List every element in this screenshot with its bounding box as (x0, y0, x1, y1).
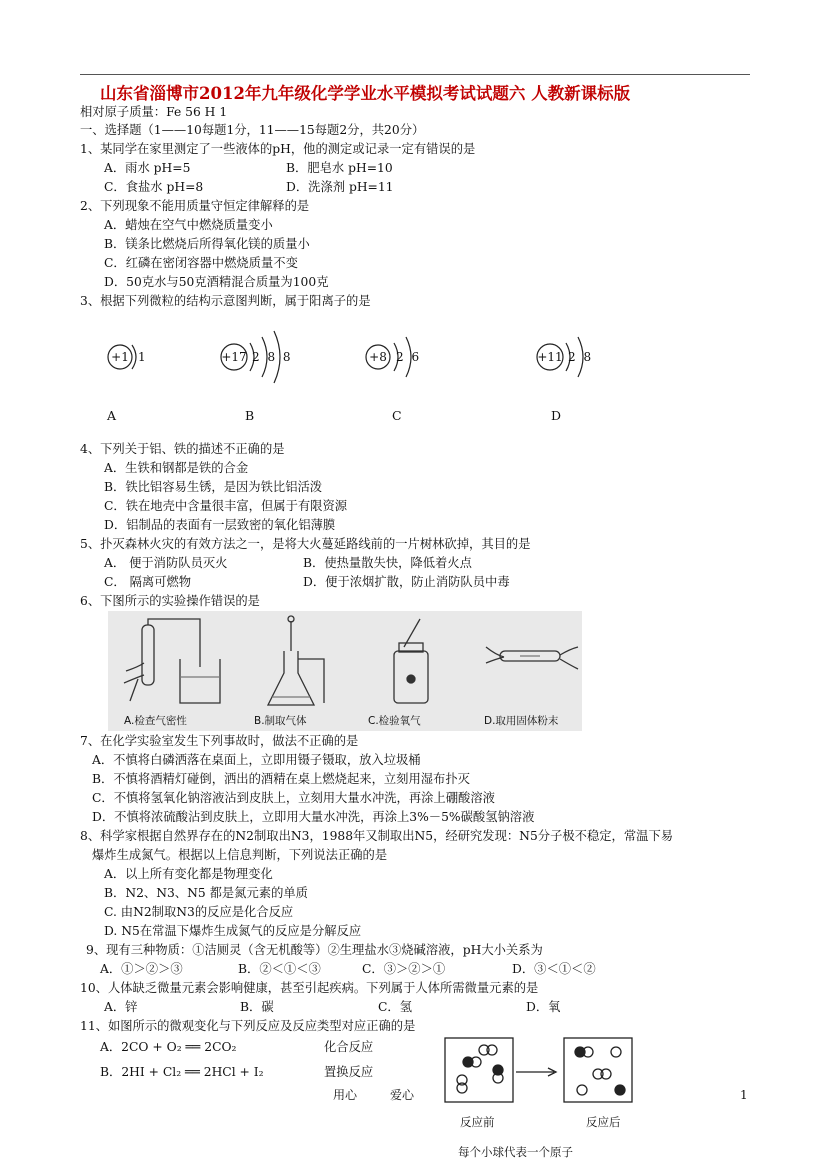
shells-b: 2 8 8 (252, 350, 293, 364)
nucleus-a: +1 (111, 350, 129, 364)
q1-option-c: C．食盐水 pH=8 (104, 180, 204, 194)
nucleus-d: +11 (537, 350, 563, 364)
header-rule (80, 74, 750, 75)
diagram-a (108, 345, 146, 369)
q9-option-a: A．①＞②＞③ (100, 962, 183, 976)
q8-option-d: D. N5在常温下爆炸生成氮气的反应是分解反应 (104, 924, 362, 938)
page-number: 1 (740, 1088, 748, 1102)
lab-caption-c: C.检验氧气 (368, 715, 421, 727)
q6-stem: 6、下图所示的实验操作错误的是 (80, 594, 260, 608)
q3-stem: 3、根据下列微粒的结构示意图判断，属于阳离子的是 (80, 294, 371, 308)
q1-option-d: D．洗涤剂 pH=11 (286, 180, 394, 194)
q10-option-a: A．锌 (104, 1000, 138, 1014)
q10-stem: 10、人体缺乏微量元素会影响健康，甚至引起疾病。下列属于人体所需微量元素的是 (80, 981, 539, 995)
q4-option-c: C．铁在地壳中含量很丰富，但属于有限资源 (104, 499, 348, 513)
before-box (445, 1038, 513, 1102)
q8-option-b: B．N2、N3、N5 都是氮元素的单质 (104, 886, 308, 900)
q11-type-b: 置换反应 (324, 1065, 374, 1079)
diagram-d (537, 337, 593, 377)
page-title: 山东省淄博市2012年九年级化学学业水平模拟考试试题六 人教新课标版 (100, 84, 631, 103)
lab-caption-a: A.检查气密性 (124, 715, 187, 727)
after-label: 反应后 (586, 1115, 621, 1129)
q9-option-b: B．②＜①＜③ (238, 962, 321, 976)
atomic-structure-diagrams (100, 325, 660, 395)
q11-equation-b: B．2HI + Cl₂ ══ 2HCl + I₂ (100, 1065, 264, 1079)
q2-option-c: C．红磷在密闭容器中燃烧质量不变 (104, 256, 298, 270)
q8-stem-line1: 8、科学家根据自然界存在的N2制取出N3，1988年又制取出N5，经研究发现：N5分子极不稳定，常温下易 (80, 829, 674, 843)
q2-option-d: D．50克水与50克酒精混合质量为100克 (104, 275, 329, 289)
q3-label-d: D (551, 408, 562, 423)
q1-stem: 1、某同学在家里测定了一些液体的pH，他的测定或记录一定有错误的是 (80, 142, 476, 156)
q5-option-a: A． 便于消防队员灭火 (104, 556, 228, 570)
micro-reaction-figure (440, 1034, 640, 1164)
q11-type-a: 化合反应 (324, 1040, 374, 1054)
q7-option-a: A．不慎将白磷洒落在桌面上，立即用镊子镊取，放入垃圾桶 (92, 753, 421, 767)
q10-option-c: C．氢 (378, 1000, 413, 1014)
nucleus-b: +17 (221, 350, 247, 364)
footer-left: 用心 (333, 1088, 358, 1102)
q3-label-c: C (392, 408, 402, 423)
q5-stem: 5、扑灭森林火灾的有效方法之一，是将大火蔓延路线前的一片树林砍掉，其目的是 (80, 537, 531, 551)
q1-option-a: A．雨水 pH=5 (104, 161, 191, 175)
q4-stem: 4、下列关于铝、铁的描述不正确的是 (80, 442, 285, 456)
after-box (564, 1038, 632, 1102)
nucleus-c: +8 (369, 350, 387, 364)
q2-stem: 2、下列现象不能用质量守恒定律解释的是 (80, 199, 310, 213)
q4-option-d: D．铝制品的表面有一层致密的氧化铝薄膜 (104, 518, 336, 532)
diagram-b (221, 331, 293, 383)
q4-option-b: B．铁比铝容易生锈，是因为铁比铝活泼 (104, 480, 323, 494)
q5-option-b: B．使热量散失快，降低着火点 (303, 556, 472, 570)
q2-option-b: B．镁条比燃烧后所得氧化镁的质量小 (104, 237, 310, 251)
q1-option-b: B．肥皂水 pH=10 (286, 161, 393, 175)
q7-stem: 7、在化学实验室发生下列事故时，做法不正确的是 (80, 734, 359, 748)
q10-option-b: B．碳 (240, 1000, 274, 1014)
lab-caption-b: B.制取气体 (254, 715, 307, 727)
diagram-c (366, 337, 421, 377)
atomic-mass-line: 相对原子质量：Fe 56 H 1 (80, 105, 228, 119)
lab-operations-figure (108, 611, 582, 731)
q3-label-b: B (245, 408, 255, 423)
q8-option-c: C. 由N2制取N3的反应是化合反应 (104, 905, 294, 919)
q3-label-a: A (107, 408, 117, 423)
footer-right: 爱心 (390, 1088, 415, 1102)
before-label: 反应前 (460, 1115, 495, 1129)
atom-legend: 每个小球代表一个原子 (458, 1145, 573, 1159)
q11-stem: 11、如图所示的微观变化与下列反应及反应类型对应正确的是 (80, 1019, 416, 1033)
q7-option-b: B．不慎将酒精灯碰倒，洒出的酒精在桌上燃烧起来，立刻用湿布扑灭 (92, 772, 470, 786)
q9-option-c: C．③＞②＞① (362, 962, 446, 976)
q8-stem-line2: 爆炸生成氮气。根据以上信息判断，下列说法正确的是 (92, 848, 388, 862)
q8-option-a: A．以上所有变化都是物理变化 (104, 867, 273, 881)
q5-option-c: C． 隔离可燃物 (104, 575, 192, 589)
q4-option-a: A．生铁和钢都是铁的合金 (104, 461, 249, 475)
q10-option-d: D．氧 (526, 1000, 561, 1014)
shells-c: 2 6 (396, 350, 422, 364)
q7-option-c: C．不慎将氢氧化钠溶液沾到皮肤上，立刻用大量水冲洗，再涂上硼酸溶液 (92, 791, 495, 805)
q7-option-d: D．不慎将浓硫酸沾到皮肤上，立即用大量水冲洗，再涂上3%－5%碳酸氢钠溶液 (92, 810, 535, 824)
lab-caption-d: D.取用固体粉末 (484, 715, 559, 727)
q5-option-d: D．便于浓烟扩散，防止消防队员中毒 (303, 575, 510, 589)
q9-stem: 9、现有三种物质：①洁厕灵（含无机酸等）②生理盐水③烧碱溶液，pH大小关系为 (86, 943, 543, 957)
q11-equation-a: A．2CO + O₂ ══ 2CO₂ (100, 1040, 237, 1054)
shells-a: 1 (138, 350, 146, 364)
q9-option-d: D．③＜①＜② (512, 962, 596, 976)
shells-d: 2 8 (568, 350, 594, 364)
q2-option-a: A．蜡烛在空气中燃烧质量变小 (104, 218, 273, 232)
section-heading: 一、选择题（1——10每题1分，11——15每题2分，共20分） (80, 123, 425, 137)
